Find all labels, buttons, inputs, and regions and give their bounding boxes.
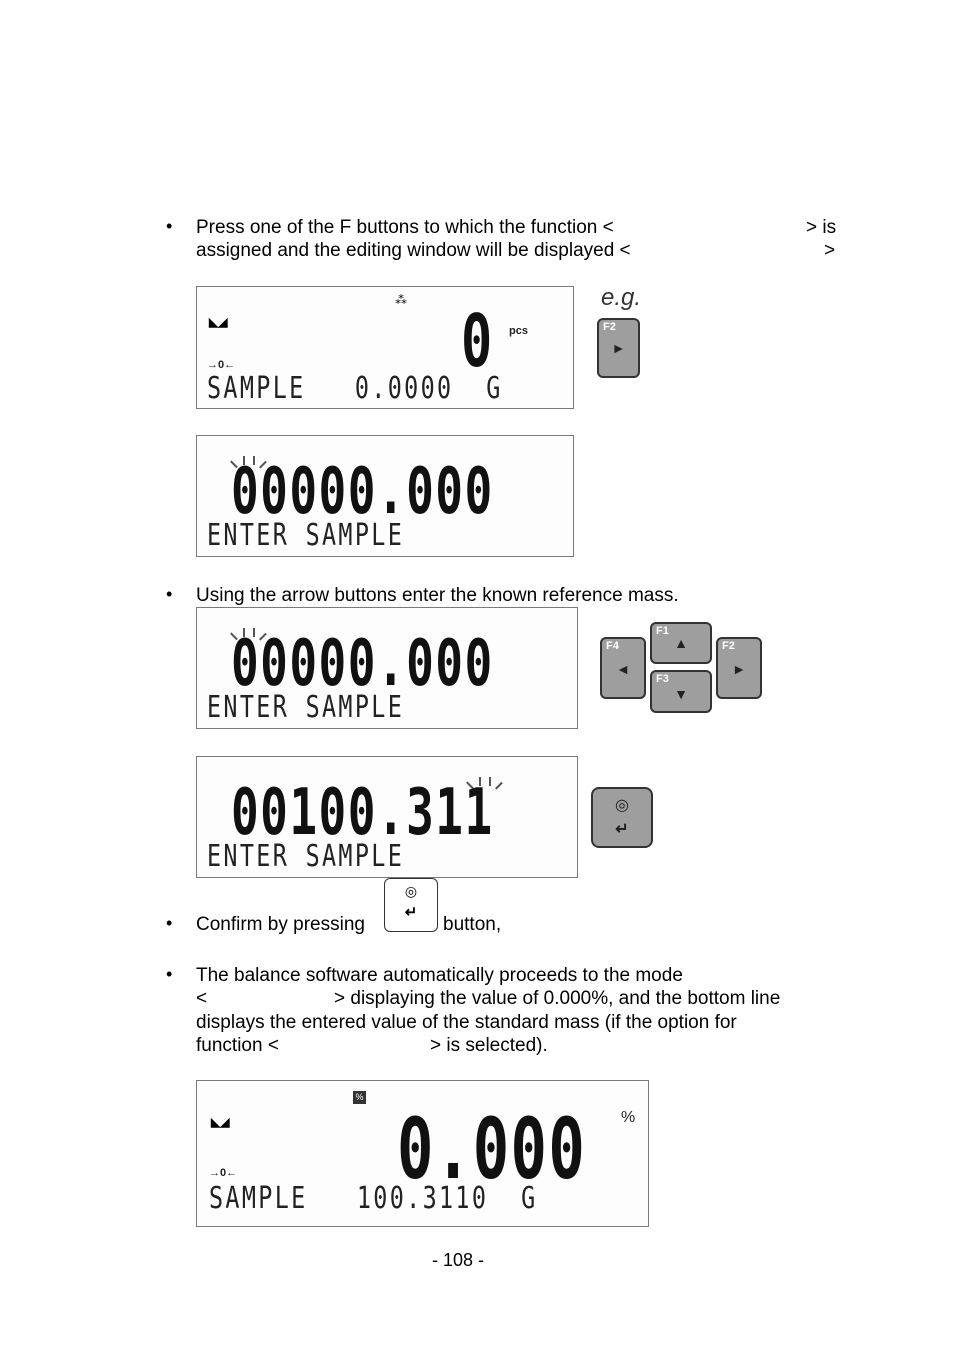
bullet-4-line-4b: > is selected). (430, 1035, 548, 1056)
bottom-line: SAMPLE 100.3110 G (209, 1181, 538, 1216)
key-label: F3 (656, 673, 669, 685)
main-readout: 00100.311 (231, 776, 494, 850)
lcd-display-enter-sample-value (196, 756, 578, 878)
bullet-1-text-b: > is (806, 217, 837, 238)
enter-arrow-icon: ↵ (404, 904, 418, 921)
bullet-1-text-c: assigned and the editing window will be displayed < (196, 240, 631, 261)
bottom-line: ENTER SAMPLE (207, 690, 405, 725)
arrow-left-icon: ◄ (616, 661, 630, 677)
f4-left-key[interactable] (600, 637, 646, 699)
bullet-4-line-1: The balance software automatically proceeds to the mode (196, 965, 683, 986)
bullet-dot: • (166, 584, 173, 604)
lcd-display-sample-pcs (196, 286, 574, 409)
bullet-dot: • (166, 913, 173, 933)
enter-arrow-icon: ↵ (615, 821, 629, 838)
bullet-4-line-4a: function < (196, 1035, 279, 1056)
enter-key-inline (384, 878, 438, 932)
target-icon: ◎ (404, 883, 418, 899)
arrow-up-icon: ▲ (674, 635, 688, 651)
enter-key[interactable] (591, 787, 653, 848)
bullet-3-text-a: Confirm by pressing (196, 914, 365, 935)
bullet-dot: • (166, 964, 173, 984)
mode-indicator-icon: ⁂ (395, 293, 407, 307)
arrow-right-icon: ► (611, 340, 626, 356)
bullet-3-text-b: button, (443, 914, 502, 935)
main-readout: 0.000 (397, 1100, 587, 1198)
bullet-4-line-3: displays the entered value of the standard mass (if the option for (196, 1012, 737, 1033)
f2-right-key[interactable] (716, 637, 762, 699)
arrow-down-icon: ▼ (674, 686, 688, 702)
unit-label: pcs (509, 325, 528, 337)
f2-key-example[interactable] (597, 318, 640, 378)
bullet-2-text: Using the arrow buttons enter the known reference mass. (196, 585, 679, 606)
main-readout: 00000.000 (231, 627, 494, 701)
main-readout: 0 (461, 299, 494, 383)
key-label: F2 (603, 321, 616, 333)
key-label: F2 (722, 640, 735, 652)
key-label: F1 (656, 625, 669, 637)
bullet-4-line-2b: > displaying the value of 0.000%, and the bottom line (334, 988, 781, 1009)
bottom-line: SAMPLE 0.0000 G (207, 371, 503, 406)
unit-label: % (621, 1109, 636, 1126)
main-readout: 00000.000 (231, 455, 494, 529)
bullet-1-text-a: Press one of the F buttons to which the function < (196, 217, 614, 238)
lcd-display-enter-sample (196, 435, 574, 557)
f3-down-key[interactable] (650, 670, 712, 713)
example-label: e.g. (601, 284, 642, 311)
f1-up-key[interactable] (650, 622, 712, 664)
target-icon: ◎ (615, 797, 629, 814)
zero-indicator: →0← (207, 359, 236, 371)
stable-indicator-icon: ◣◢ (211, 1115, 230, 1129)
arrow-right-icon: ► (732, 661, 746, 677)
bottom-line: ENTER SAMPLE (207, 518, 405, 553)
bullet-dot: • (166, 216, 173, 236)
percent-mode-icon: % (353, 1091, 366, 1104)
lcd-display-enter-sample (196, 607, 578, 729)
bullet-4-line-2a: < (196, 988, 208, 1009)
lcd-display-percent (196, 1080, 649, 1227)
key-label: F4 (606, 640, 619, 652)
page-number: - 108 - (432, 1250, 485, 1270)
bullet-1-text-d: > (824, 240, 836, 261)
stable-indicator-icon: ◣◢ (209, 315, 228, 329)
zero-indicator: →0← (209, 1167, 238, 1179)
bottom-line: ENTER SAMPLE (207, 839, 405, 874)
